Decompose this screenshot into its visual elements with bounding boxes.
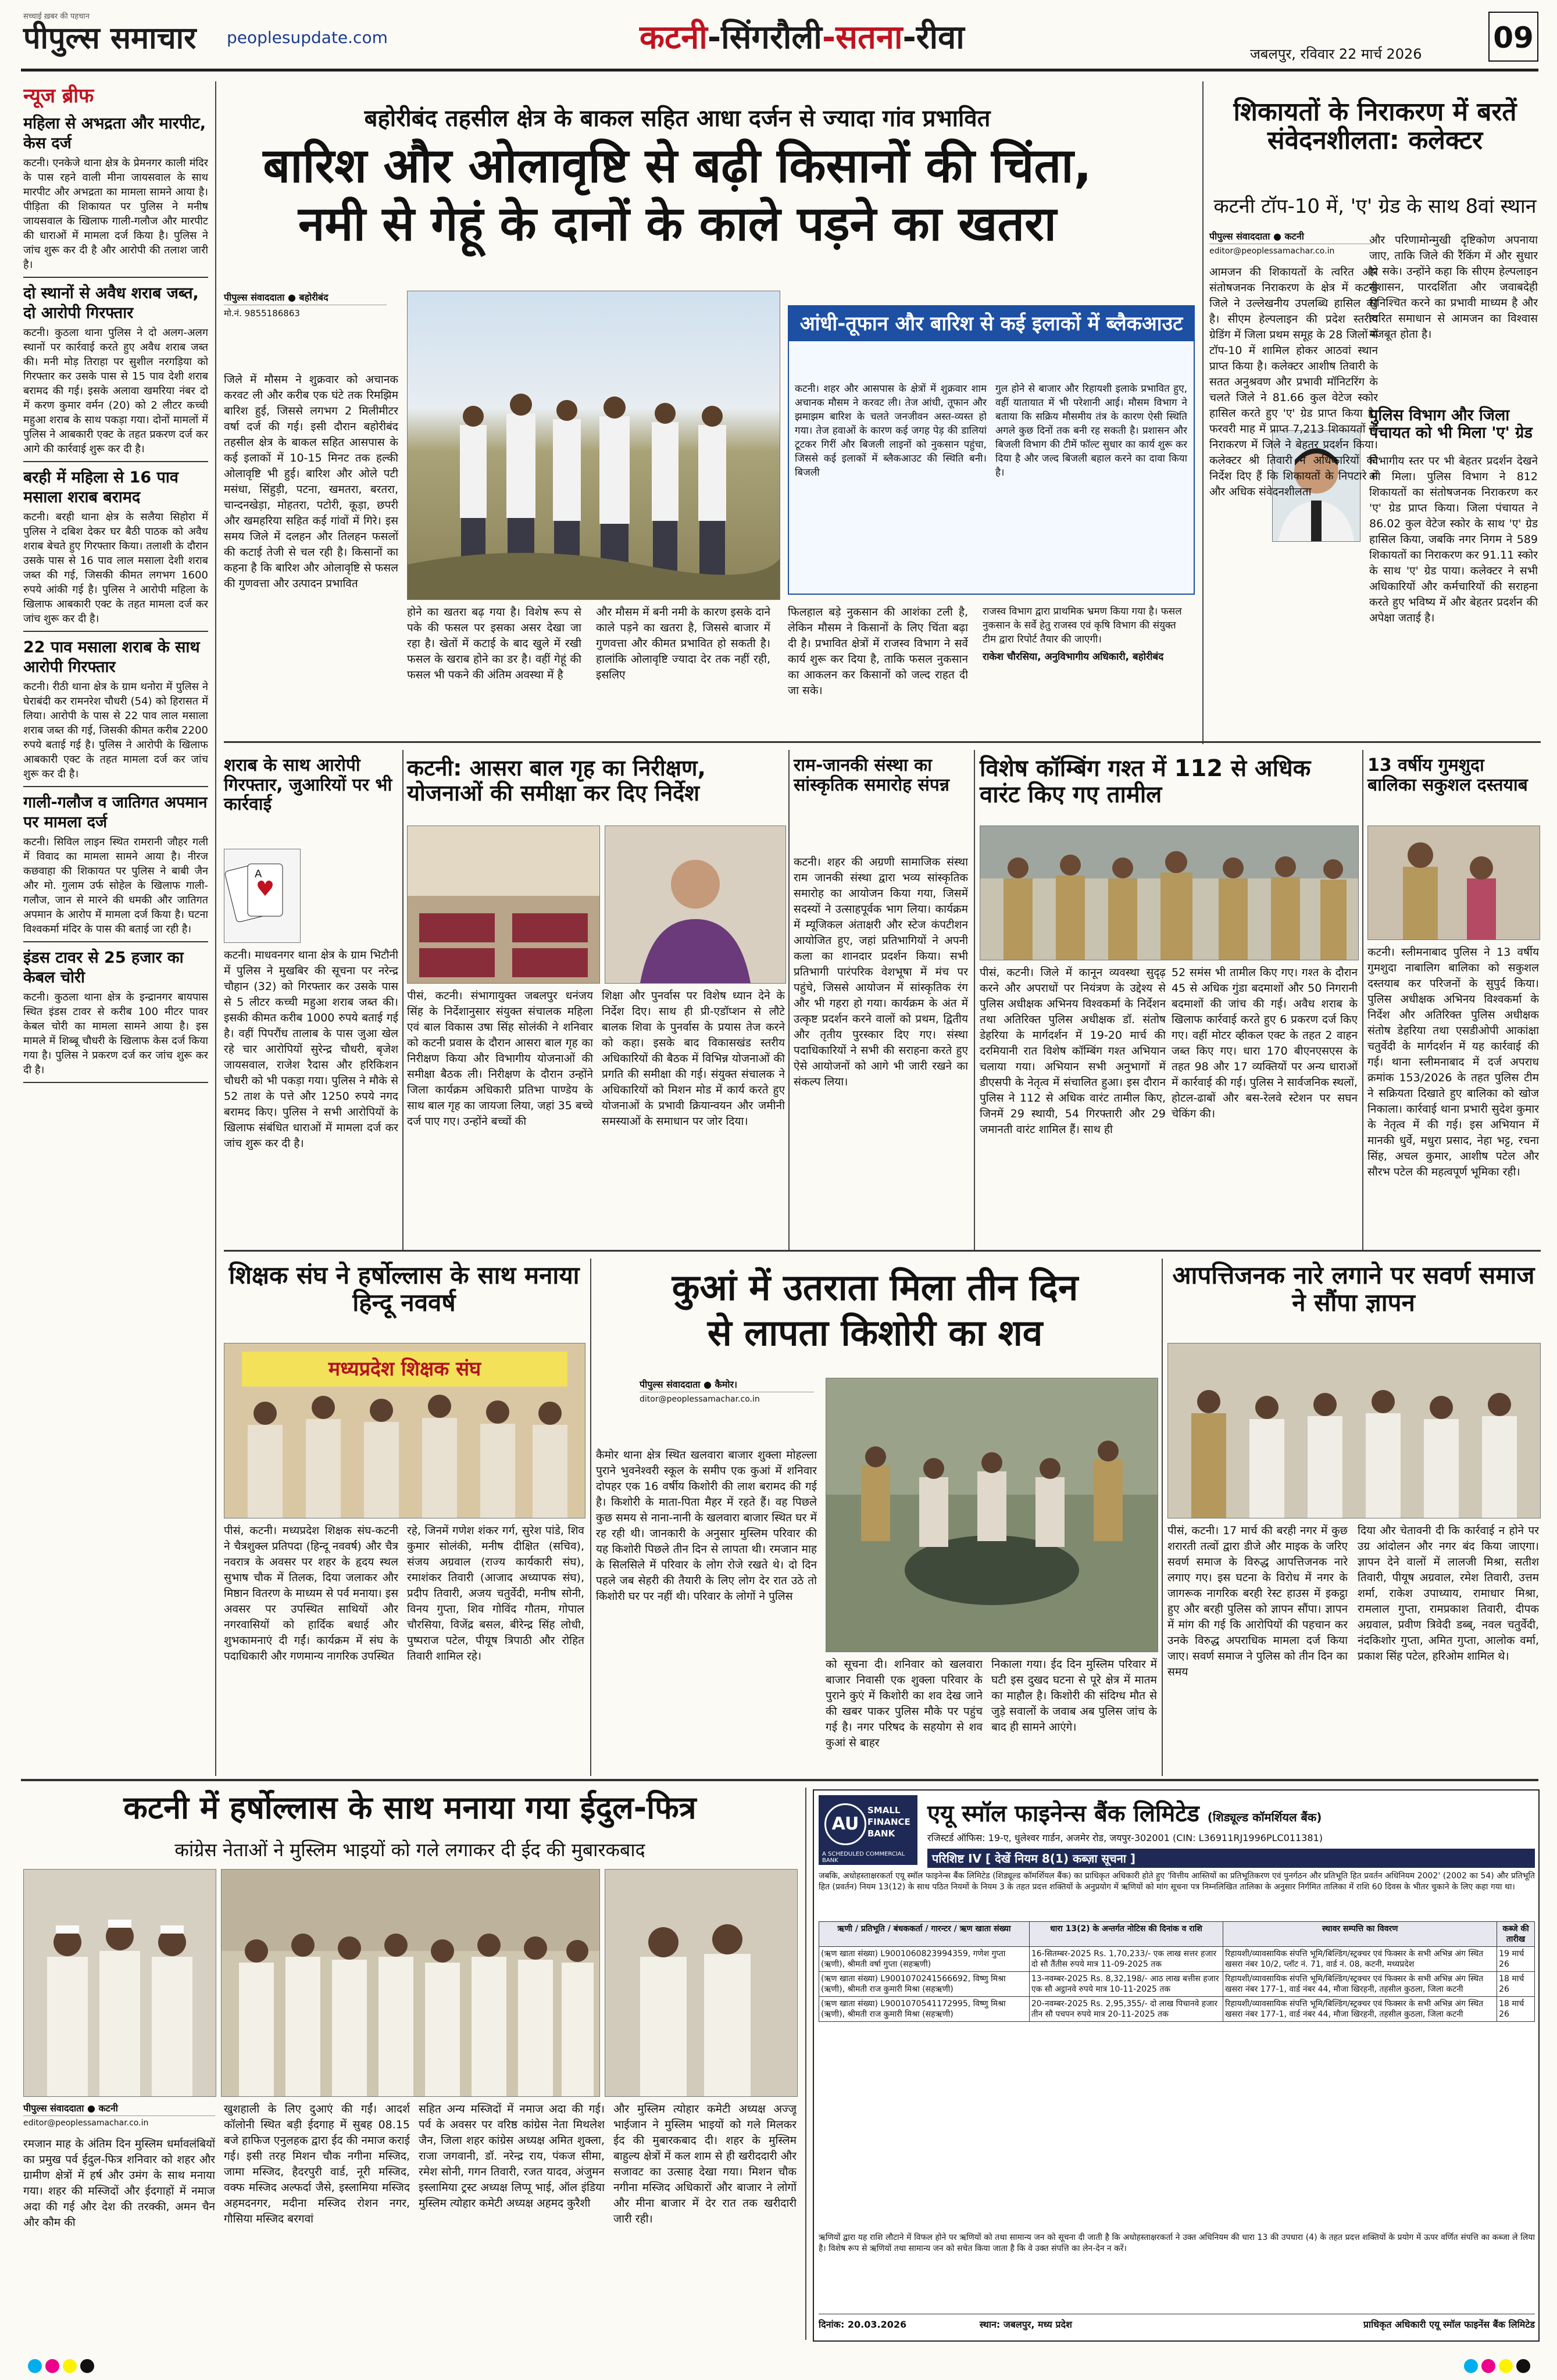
column-divider: [402, 750, 403, 1250]
well-col2: को सूचना दी। शनिवार को खलवारा बाजार निवासी एक शुक्ला परिवार के पुराने कुएं में किशोरी का शव देख जाने की खबर पाकर पुलिस मौके पर पहुंच गई है। नगर परिषद के सहयोग से शव कुआं से बाहर: [826, 1658, 983, 1749]
eid-headline: कटनी में हर्षोल्लास के साथ मनाया गया ईदुल-फित्र: [123, 1789, 697, 1826]
column-divider: [1362, 750, 1363, 1250]
police-team-photo: [980, 826, 1359, 960]
lead-body-col2: होने का खतरा बढ़ गया है। विशेष रूप से पके की फसल पर इसका असर देखा जा रहा है। खेतों में कटाई के बाद खुले में रखी फसल के खराब होने का डर है। वहीं गेहूं की फसल भी पकने की अंतिम अवस्था में है: [407, 606, 581, 681]
briefs-list: [23, 114, 208, 1083]
au-logo-tag: A SCHEDULED COMMERCIAL BANK: [822, 1851, 905, 1864]
notice-cell: (ऋण खाता संख्या) L9001070241566692, विष्णु मिश्रा (ऋणी), श्रीमती राज कुमारी मिश्रा (सहऋणी): [819, 1972, 1030, 1997]
blackout-col1: कटनी। शहर और आसपास के क्षेत्रों में शुक्रवार शाम अचानक मौसम ने करवट ली। तेज आंधी, तूफान और झमाझम बारिश के चलते जनजीवन अस्त-व्यस्त हो गया। तेज हवाओं के कारण कई जगह पेड़ की डालियां टूटकर गिरीं और बिजली लाइनों को नुकसान पहुंचा, जिससे कई इलाकों में ब्लैकआउट की स्थिति बनी। बिजली: [795, 383, 987, 478]
lead-headline-line2: नमी से गेहूं के दानों के काले पड़ने का खतरा: [298, 196, 1056, 252]
brief-title: बरही में महिला से 16 पाव मसाला शराब बरामद: [23, 469, 178, 506]
notice-footer: ऋणियों द्वारा यह राशि लौटाने में विफल होने पर ऋणियों को तथा सामान्य जन को सूचना दी जाती है कि अधोहस्ताक्षरकर्ता ने उक्त अधिनियम की धारा 13 की उपधारा (4) के तहत प्रदत्त शक्तियों के प्रयोग में ऊपर वर्णित संपत्ति का कब्जा ले लिया है। विशेष रूप से ऋणियों तथा सामान्य जन को सचेत किया जाता है कि वे उक्त संपत्ति का लेन-देन न करें।: [819, 2233, 1535, 2253]
column-divider: [974, 750, 975, 1250]
brief-separator: [23, 461, 208, 462]
city-satna: -सतना: [822, 19, 903, 56]
lead-byline: पीपुल्स संवाददाता ● बहोरीबंद: [224, 291, 387, 305]
notice-intro: जबकि, अधोहस्ताक्षरकर्ता एयू स्मॉल फाइनेन्स बैंक लिमिटेड (शिड्यूल्ड कॉमर्शियल बैंक) का प्राधिकृत अधिकारी होते हुए 'वित्तीय आस्तियों का प्रतिभूतिकरण एवं पुनर्गठन और प्रतिभूति हित प्रवर्तन अधिनियम 2002' (2002 का 54) और प्रतिभूति हित (प्रवर्तन) नियम 13(12) के साथ पठित नियमों के नियम 3 के तहत प्रदत्त शक्तियों के अनुप्रयोग में ऋणियों को मांग सूचना पत्र निम्नलिखित तालिका के अनुसार निर्गमित तालिका में राशि 60 दिवस के भीतर चुकाने के लिए कहा गया था।: [819, 1871, 1535, 1892]
registration-marks: [0, 2354, 1557, 2378]
notice-header-cell: स्थावर सम्पत्ति का विवरण: [1223, 1922, 1497, 1947]
combing-headline: विशेष कॉम्बिंग गश्त में 112 से अधिक वारंट किए गए तामील: [980, 755, 1311, 808]
eid-subhead: कांग्रेस नेताओं ने मुस्लिम भाइयों को गले लगाकर दी ईद की मुबारकबाद: [174, 1839, 645, 1861]
lead-phone: मो.नं. 9855186863: [224, 308, 300, 319]
column-divider: [805, 1788, 806, 2340]
lead-body-col1: जिले में मौसम ने शुक्रवार को अचानक करवट ली और करीब एक घंटे तक रिमझिम बारिश हुई, जिससे लगभग 2 मिलीमीटर वर्षा दर्ज की गई। इसी दौरान बहोरीबंद तहसील क्षेत्र के बाकल सहित आसपास के कई इलाकों में 10-15 मिनट तक हल्की ओलावृष्टि भी हुई। बारिश और ओले पटी मसंधा, सिंहुड़ी, पटना, खमतरा, बरतरा, चान्दनखेड़ा, मोहतरा, पटोरी, कूड़ा, छपरी और खमहरिया सहित कई गांवों में गिरे। इस समय जिले में दलहन और तिलहन फसलों की कटाई तेजी से चल रही है। किसानों का कहना है कि बारिश और ओलावृष्टि से फसल की गुणवत्ता और उत्पादन प्रभावित: [224, 373, 398, 590]
column-divider: [215, 81, 216, 1776]
notice-place: स्थान: जबलपुर, मध्य प्रदेश: [979, 2319, 1072, 2330]
shelter-headline: कटनी: आसरा बाल गृह का निरीक्षण, योजनाओं की समीक्षा कर दिए निर्देश: [407, 755, 706, 806]
column-divider: [788, 750, 790, 1250]
memorandum-photo: [1167, 1343, 1541, 1518]
eid-byline: पीपुल्स संवाददाता ● कटनी: [23, 2102, 215, 2116]
eid-col3: सहित अन्य मस्जिदों में नमाज अदा की गई। पर्व के अवसर पर वरिष्ठ कांग्रेस नेता मिथलेश जैन, जिला शहर कांग्रेस अध्यक्ष अमित शुक्ला, राजा जगवानी, डॉ. नरेन्द्र राय, पंकज सीमा, रमेश सोनी, गगन तिवारी, रजत यादव, अंजुमन इस्लामिया ट्रस्ट अध्यक्ष लिप्पू भाई, ऑल इंडिया मुस्लिम त्योहार कमेटी अध्यक्ष अहमद कुरैशी: [419, 2103, 605, 2210]
well-byline-box: [640, 1378, 814, 1404]
farmers-figures: [408, 291, 780, 599]
notice-cell: 16-सितम्बर-2025 Rs. 1,70,233/- एक लाख सत्तर हजार दो सौ तैंतीस रुपये मात्र 11-09-2025 तक: [1029, 1947, 1223, 1972]
playing-cards-image: [224, 849, 301, 943]
lead-body-col4: फिलहाल बड़े नुकसान की आशंका टली है, लेकिन मौसम ने किसानों के लिए चिंता बढ़ा दी है। प्रभावित क्षेत्रों में राजस्व विभाग ने सर्वे कार्य शुरू कर दिया है, ताकि फसल नुकसान का आकलन कर किसानों को जल्द राहत दी जा सके।: [788, 606, 968, 697]
gambling-body: कटनी। माधवनगर थाना क्षेत्र के ग्राम भिटौनी में पुलिस ने मुखबिर की सूचना पर नरेन्द्र चौहान (32) को गिरफ्तार कर उसके पास से 5 लीटर कच्ची महुआ शराब जब्त की। इसकी कीमत करीब 1000 रुपये बताई गई है। वहीं पिपरौंध तालाब के पास जुआ खेल रहे चार आरोपियों सुरेन्द्र चौधरी, बृजेश जायसवाल, राजेश रैदास और हरिकिशन चौधरी को भी पकड़ा गया। पुलिस ने मौके से 52 ताश के पत्ते और 1250 रुपये नगद बरामद किए। पुलिस ने सभी आरोपियों के खिलाफ संबंधित धाराओं में मामला दर्ज कर जांच शुरू कर दी है।: [224, 949, 398, 1150]
brief-title: महिला से अभद्रता और मारपीट, केस दर्ज: [23, 115, 206, 152]
notice-cell: (ऋण खाता संख्या) L9001070541172995, विष्णु मिश्रा (ऋणी), श्रीमती राज कुमारी मिश्रा (सहऋणी): [819, 1997, 1030, 2022]
sdm-quote-box: [983, 605, 1192, 727]
notice-cell: रिहायशी/व्यावसायिक संपत्ति भूमि/बिल्डिंग/स्ट्रक्चर एवं फिक्सर के सभी अभिन्न अंग स्थित खसरा नंबर 177-1, वार्ड नंबर 44, मौजा खिरहनी, तहसील कुठला, जिला कटनी: [1223, 1972, 1497, 1997]
notice-table-header: [819, 1922, 1535, 1947]
table-row: [819, 1997, 1535, 2022]
complaints-subhead: कटनी टॉप-10 में, 'ए' ग्रेड के साथ 8वां स्थान: [1213, 195, 1537, 218]
city-rewa: -रीवा: [902, 19, 965, 56]
dateline: जबलपुर, रविवार 22 मार्च 2026: [1250, 46, 1422, 62]
brief-title: दो स्थानों से अवैध शराब जब्त, दो आरोपी गिरफ्तार: [23, 284, 199, 322]
notice-cell: 18 मार्च 26: [1497, 1972, 1535, 1997]
column-divider: [1202, 81, 1204, 744]
notice-bank-title: [927, 1796, 1535, 1828]
bank-name: एयू स्मॉल फाइनेन्स बैंक लिमिटेड: [927, 1800, 1199, 1827]
section-rule: [224, 741, 1541, 743]
au-logo-word-finance: FINANCE: [867, 1817, 910, 1827]
complaints-col1: आमजन की शिकायतों के त्वरित और संतोषजनक निराकरण के क्षेत्र में कटनी जिले ने उल्लेखनीय उपलब्धि हासिल की है। सीएम हेल्पलाइन की प्रदेश स्तरीय ग्रेडिंग में जिला प्रथम समूह के 28 जिलों में टॉप-10 में शामिल होकर आठवां स्थान प्राप्त किया है। कलेक्टर आशीष तिवारी के सतत अनुश्रवण और प्रभावी मॉनिटरिंग के चलते जिले ने 81.66 कुल वेटेज स्कोर हासिल करते हुए 'ए' ग्रेड प्राप्त किया है। फरवरी माह में प्राप्त 7,213 शिकायतों के निराकरण में जिले ने बेहतर प्रदर्शन किया। कलेक्टर श्री तिवारी ने अधिकारियों को निर्देश दिए हैं कि शिकायतों के निपटारे में और अधिक संवेदनशीलता: [1209, 266, 1378, 498]
well-col1: कैमोर थाना क्षेत्र स्थित खलवारा बाजार शुक्ला मोहल्ला पुराने भुवनेश्वरी स्कूल के समीप एक कुआं में शनिवार दोपहर एक 16 वर्षीय किशोरी की लाश बरामद की गई है। किशोरी के माता-पिता मैहर में रहते हैं। वह पिछले कुछ समय से नाना-नानी के खलवारा बाजार स्थित घर में रह रही थी। जानकारी के अनुसार मुस्लिम परिवार की यह किशोरी पिछले तीन दिन से लापता थी। रमजान माह के सिलसिले में परिवार के लोग रोजे रखते थे। दो दिन पहले जब सेहरी की तैयारी के लिए लोग देर रात उठे तो किशोरी घर पर नहीं थी। परिवार के लोगों ने पुलिस: [596, 1449, 817, 1603]
well-scene-photo: [826, 1378, 1158, 1652]
teachers-col1: पीसं, कटनी। मध्यप्रदेश शिक्षक संघ-कटनी ने चैत्रशुक्ल प्रतिपदा (हिन्दू नववर्ष) और चैत्र नवरात्र के अवसर पर शहर के हृदय स्थल सुभाष चौक में तिलक, दिया जलाकर और मिष्ठान वितरण के माध्यम से पर्व मनाया। इस अवसर पर उपस्थित साथियों और नगरवासियों को हार्दिक बधाई और शुभकामनाएं दी गईं। कार्यक्रम में संघ के पदाधिकारी और गणमान्य नागरिक उपस्थित: [224, 1524, 398, 1663]
ramjanki-headline: राम-जानकी संस्था का सांस्कृतिक समारोह संपन्न: [794, 755, 949, 795]
notice-cell: रिहायशी/व्यावसायिक संपत्ति भूमि/बिल्डिंग/स्ट्रक्चर एवं फिक्सर के सभी अभिन्न अंग स्थित खसरा नंबर 177-1, वार्ड नंबर 44, मौजा खिरहनी, तहसील कुठला, जिला कटनी: [1223, 1997, 1497, 2022]
website[interactable]: peoplesupdate.com: [227, 28, 388, 47]
brief-separator: [23, 631, 208, 632]
eid-photo-center: [221, 1869, 600, 2097]
brief-title: 22 पाव मसाला शराब के साथ आरोपी गिरफ्तार: [23, 638, 200, 676]
au-logo-mark: AU: [824, 1803, 866, 1845]
section-rule: [21, 1779, 1538, 1781]
table-row: [819, 1972, 1535, 1997]
section-rule: [224, 1250, 1541, 1252]
notice-date: दिनांक: 20.03.2026: [819, 2319, 907, 2330]
teachers-col2: रहे, जिनमें गणेश शंकर गर्ग, सुरेश पांडे, शिव कुमार सोलंकी, मनीष दीक्षित (सचिव), संजय अग्रवाल (राज्य कार्यकारी संघ), रमाशंकर तिवारी (आजाद अध्यापक संघ), प्रदीप तिवारी, अजय चतुर्वेदी, मनीष सोनी, विनय गुप्ता, शिव गोविंद गौतम, गोपाल चौरसिया, विजेंद्र बसल, बीरेन्द्र सिंह लोधी, पुष्पराज पटेल, पीयूष त्रिपाठी और रोहित तिवारी शामिल रहे।: [407, 1524, 584, 1663]
eid-col2: खुशहाली के लिए दुआएं की गईं। आदर्श कॉलोनी स्थित बड़ी ईदगाह में सुबह 08.15 बजे हाफिज एनुलहक द्वारा ईद की नमाज कराई गई। इसी तरह मिशन चौक नगीना मस्जिद, जामा मस्जिद, हैदरपुरी वार्ड, नूरी मस्जिद, वक्फ मस्जिद अल्फर्दा जैसे, इस्लामिया मस्जिद अहमदनगर, मदीना मस्जिद रोशन नगर, गौसिया मस्जिद बरगवां: [224, 2103, 410, 2225]
beds-figure: [408, 826, 599, 983]
shelter-officer-photo: [605, 826, 786, 984]
slogan-col1: पीसं, कटनी। 17 मार्च की बरही नगर में कुछ शरारती तत्वों द्वारा डीजे और माइक के जरिए सवर्ण समाज के विरुद्ध आपत्तिजनक नारे लगाए गए। इस घटना के विरोध में नगर के जागरूक नागरिक बरही रेस्ट हाउस में इकट्ठा हुए और बरही पुलिस को ज्ञापन सौंपा। ज्ञापन में मांग की गई कि आरोपियों की पहचान कर उनके विरुद्ध अपराधिक मामला दर्ज किया जाए। सवर्ण समाज ने पुलिस को तीन दिन का समय: [1167, 1524, 1348, 1678]
shelter-dorm-photo: [407, 826, 600, 984]
missing-girl-body: कटनी। स्लीमनाबाद पुलिस ने 13 वर्षीय गुमशुदा नाबालिग बालिका को सकुशल दस्तयाब कर परिजनों के सुपुर्द किया। पुलिस अधीक्षक अभिनय विश्वकर्मा के निर्देश और अतिरिक्त पुलिस अधीक्षक संतोष डेहरिया तथा एसडीओपी आकांक्षा चतुर्वेदी के मार्गदर्शन में यह कार्रवाई की गई। थाना स्लीमनाबाद में दर्ज अपराध क्रमांक 153/2026 के तहत पुलिस टीम ने सक्रियता दिखाते हुए बालिका को खोज निकाला। कार्रवाई थाना प्रभारी सुदेश कुमार के नेतृत्व में की गई। इस अभियान में मानकी धुर्वे, मधुरा प्रसाद, नेहा भट्ट, रचना सिंह, अचल कुमार, आशीष पटेल और सौरभ पटेल की महत्वपूर्ण भूमिका रही।: [1367, 946, 1539, 1178]
print-color-bar: [0, 2354, 1557, 2378]
lead-kicker: बहोरीबंद तहसील क्षेत्र के बाकल सहित आधा दर्जन से ज्यादा गांव प्रभावित: [364, 105, 991, 132]
well-headline-line1: कुआं में उतराता मिला तीन दिन: [672, 1266, 1079, 1309]
notice-header-cell: ऋणी / प्रतिभूति / बंधककर्ता / गारन्टर / ऋण खाता संख्या: [819, 1922, 1030, 1947]
au-bank-logo: [819, 1795, 917, 1865]
teachers-headline: शिक्षक संघ ने हर्षोल्लास के साथ मनाया हिन्दू नववर्ष: [228, 1261, 580, 1317]
lead-byline-box: [224, 291, 387, 319]
news-briefs-label: न्यूज ब्रीफ: [23, 84, 94, 108]
lead-headline-line1: बारिश और ओलावृष्टि से बढ़ी किसानों की चिंता,: [263, 138, 1092, 194]
notice-office: रजिस्टर्ड ऑफिस: 19-ए, धुलेश्वर गार्डन, अजमेर रोड, जयपुर-302001 (CIN: L36911RJ1996PLC011381): [927, 1832, 1323, 1843]
eid-photo-left: [23, 1869, 216, 2097]
notice-header-cell: कब्जे की तारीख: [1497, 1922, 1535, 1947]
well-headline-line2: से लापता किशोरी का शव: [707, 1311, 1043, 1354]
farmers-field-photo: [407, 291, 780, 600]
notice-table-wrap: [819, 1921, 1535, 2022]
sdm-quote: राजस्व विभाग द्वारा प्राथमिक भ्रमण किया गया है। फसल नुकसान के सर्वे हेतु राजस्व एवं कृषि विभाग की संयुक्त टीम द्वारा रिपोर्ट तैयार की जाएगी।: [983, 606, 1182, 645]
notice-header-cell: धारा 13(2) के अन्तर्गत नोटिस की दिनांक व राशि: [1029, 1922, 1223, 1947]
city-katni: कटनी: [640, 19, 708, 56]
police-and-girl-figure: [1368, 826, 1540, 939]
complaints-headline: शिकायतों के निराकरण में बरतें संवेदनशीलता: कलेक्टर: [1233, 97, 1517, 156]
notice-cell: 18 मार्च 26: [1497, 1997, 1535, 2022]
bank-possession-notice: [813, 1789, 1540, 2342]
bank-suffix: (शिड्यूल्ड कॉमर्शियल बैंक): [1207, 1810, 1322, 1824]
svg-text:♥: ♥: [255, 877, 275, 901]
news-briefs-column: [23, 81, 208, 1776]
notice-signatory: प्राधिकृत अधिकारी एयू स्मॉल फाइनेंस बैंक लिमिटेड: [1363, 2319, 1535, 2330]
sdm-quote-author: राकेश चौरसिया, अनुविभागीय अधिकारी, बहोरीबंद: [983, 651, 1164, 663]
missing-girl-headline: 13 वर्षीय गुमशुदा बालिका सकुशल दस्तयाब: [1367, 755, 1528, 795]
eid-photo-right: [605, 1869, 798, 2097]
lead-body-col3: और मौसम में बनी नमी के कारण इसके दाने काले पड़ने का खतरा है, जिससे बाजार में गुणवत्ता और कीमत प्रभावित हो सकती है। हालांकि ओलावृष्टि ज्यादा देर तक नहीं रही, इसलिए: [596, 606, 770, 681]
notice-table: [819, 1921, 1535, 2022]
brief-separator: [23, 277, 208, 278]
newspaper-tagline: सच्चाई ख़बर की पहचान: [23, 12, 90, 21]
well-email[interactable]: ditor@peoplessamachar.co.in: [640, 1395, 760, 1404]
notice-cell: 20-नवम्बर-2025 Rs. 2,95,355/- दो लाख पिचानवे हजार तीन सौ पचपन रुपये मात्र 20-11-2025 तक: [1029, 1997, 1223, 2022]
shelter-col2: शिक्षा और पुनर्वास पर विशेष ध्यान देने के निर्देश दिए। साथ ही प्री-एडॉप्शन से लौटे बालक शिवा के पुनर्वास के प्रयास तेज करने को कहा। इसके बाद विकासखंड स्तरीय अधिकारियों की बैठक में विभिन्न योजनाओं की प्रगति की समीक्षा की गई। संयुक्त संचालक ने अधिकारियों को मिशन मोड में कार्य करते हुए योजनाओं के प्रभावी क्रियान्वयन और जमीनी समस्याओं के समाधान पर जोर दिया।: [602, 989, 785, 1128]
police-grade-subhead: पुलिस विभाग और जिला पंचायत को भी मिला 'ए' ग्रेड: [1369, 406, 1533, 442]
au-logo-words: [867, 1804, 910, 1839]
complaints-col2: और परिणामोन्मुखी दृष्टिकोण अपनाया जाए, ताकि जिले की रैंकिंग में और सुधार हो सके। उन्होंने कहा कि सीएम हेल्पलाइन सुशासन, पारदर्शिता और जवाबदेही सुनिश्चित करने का प्रभावी माध्यम है और त्वरित समाधान से आमजन का विश्वास मजबूत होता है।: [1369, 234, 1538, 341]
police-grade-body: विभागीय स्तर पर भी बेहतर प्रदर्शन देखने को मिला। पुलिस विभाग ने 812 शिकायतों का संतोषजनक निराकरण कर 'ए' ग्रेड प्राप्त किया। जिला पंचायत ने 86.02 कुल वेटेज स्कोर के साथ 'ए' ग्रेड हासिल किया, जबकि नगर निगम ने 589 शिकायतों का निराकरण कर 91.11 स्कोर के साथ 'ए' ग्रेड पाया। कलेक्टर ने सभी अधिकारियों और कर्मचारियों की सराहना करते हुए भविष्य में और बेहतर प्रदर्शन की अपेक्षा जताई है।: [1369, 455, 1538, 624]
eid-leaders-figure: [222, 1870, 599, 2096]
notice-cell: 19 मार्च 26: [1497, 1947, 1535, 1972]
blackout-headline: आंधी-तूफान और बारिश से कई इलाकों में ब्लैकआउट: [789, 306, 1194, 341]
complaints-email[interactable]: editor@peoplessamachar.co.in: [1209, 246, 1335, 256]
table-row: [819, 1947, 1535, 1972]
shelter-col1: पीसं, कटनी। संभागायुक्त जबलपुर धनंजय सिंह के निर्देशानुसार संयुक्त संचालक महिला एवं बाल विकास उषा सिंह सोलंकी ने शनिवार को कटनी प्रवास के दौरान आसरा बाल गृह का निरीक्षण किया और विभागीय योजनाओं की समीक्षा बैठक ली। निरीक्षण के दौरान उन्होंने जिला कार्यक्रम अधिकारी प्रतिभा पाण्डेय के साथ बाल गृह का जायजा लिया, जहां 35 बच्चे दर्ज पाए गए। उन्होंने बच्चों की: [407, 989, 593, 1128]
eid-email[interactable]: editor@peoplessamachar.co.in: [23, 2118, 149, 2128]
brief-body: कटनी। कुठला थाना क्षेत्र के इन्द्रानगर बायपास स्थित इंडस टावर से करीब 100 मीटर पावर केबल चोरी का मामला सामने आया है। इस मामले में शिब्बू चौधरी के खिलाफ केस दर्ज किया गया है। पुलिस ने प्रकरण दर्ज कर जांच शुरू कर दी है।: [23, 991, 208, 1076]
svg-text:A: A: [255, 868, 262, 880]
eid-greeting-figure: [24, 1870, 216, 2096]
gambling-headline: शराब के साथ आरोपी गिरफ्तार, जुआरियों पर भी कार्रवाई: [224, 755, 392, 815]
newspaper-logo: पीपुल्स समाचार: [23, 21, 197, 56]
police-figures: [980, 826, 1358, 960]
well-byline: पीपुल्स संवाददाता ● कैमोर।: [640, 1378, 814, 1392]
brief-title: इंडस टावर से 25 हजार का केबल चोरी: [23, 949, 184, 987]
slogan-col2: दिया और चेतावनी दी कि कार्रवाई न होने पर उग्र आंदोलन और नगर बंद किया जाएगा। ज्ञापन देने वालों में लालजी मिश्रा, सतीश तिवारी, पीयूष अग्रवाल, रमेश तिवारी, उत्तम शर्मा, राकेश उपाध्याय, रामाधार मिश्रा, रामलाल गुप्ता, रामप्रकाश तिवारी, दीपक अग्रवाल, प्रवीण त्रिवेदी डब्ब्, नवल चतुर्वेदी, नंदकिशोर गुप्ता, अमित गुप्ता, आलोक वर्मा, प्रकाश सिंह पटेल, हरिओम शामिल थे।: [1358, 1524, 1539, 1663]
memorandum-group-figure: [1168, 1343, 1540, 1518]
eid-byline-box: [23, 2102, 215, 2128]
well-col3: निकाला गया। ईद दिन मुस्लिम परिवार में घटी इस दुखद घटना से पूरे क्षेत्र में मातम का माहौल है। किशोरी की संदिग्ध मौत से जुड़े सवालों के जवाब अब पुलिस जांच के बाद ही सामने आएंगे।: [991, 1658, 1157, 1734]
brief-body: कटनी। रीठी थाना क्षेत्र के ग्राम थनोरा में पुलिस ने घेराबंदी कर रामनरेश चौधरी (54) को हिरासत में लिया। आरोपी के पास से 22 पाव लाल मसाला शराब जब्त की गई, जिसकी कीमत करीब 2200 रुपये बताई गई है। पुलिस ने आरोपी के खिलाफ आबकारी एक्ट के तहत मामला दर्ज कर जांच शुरू कर दी है।: [23, 681, 208, 780]
complaints-byline-box: [1209, 230, 1372, 256]
page-number: 09: [1488, 12, 1538, 62]
column-divider: [590, 1259, 591, 1776]
teachers-banner: मध्यप्रदेश शिक्षक संघ: [242, 1352, 567, 1386]
ramjanki-body: कटनी। शहर की अग्रणी सामाजिक संस्था राम जानकी संस्था द्वारा भव्य सांस्कृतिक समारोह का आयोजन किया गया, जिसमें सदस्यों ने उत्साहपूर्वक भाग लिया। कार्यक्रम में म्यूजिकल अंताक्षरी और स्टेज कंपटीशन आयोजित हुए, जहां प्रतिभागियों ने अपनी कला का शानदार प्रदर्शन किया। सभी प्रतिभागी पारंपरिक वेशभूषा में मंच पर पहुंचे, जिससे आयोजन में सांस्कृतिक रंग और भी गहरा हो गया। कार्यक्रम के अंत में उत्कृष्ट प्रदर्शन करने वालों को प्रथम, द्वितीय और तृतीय पुरस्कार दिए गए। संस्था पदाधिकारियों ने सभी की सराहना करते हुए ऐसे आयोजनों को आगे भी जारी रखने का संकल्प लिया।: [794, 856, 968, 1088]
brief-body: कटनी। बरही थाना क्षेत्र के सलैया सिहोरा में पुलिस ने दबिश देकर घर बैठी पाठक को अवैध शराब बेचते हुए गिरफ्तार किया। तलाशी के दौरान उसके पास से 16 पाव लाल मसाला देशी शराब जब्त की गई, जिसकी कीमत लगभग 1600 रुपये आंकी गई है। पुलिस ने आरोपी महिला के खिलाफ आबकारी एक्ट के तहत मामला दर्ज कर जांच शुरू कर दी है।: [23, 511, 208, 625]
au-logo-word-bank: BANK: [867, 1828, 895, 1839]
notice-table-body: [819, 1947, 1535, 2022]
brief-title: गाली-गलौज व जातिगत अपमान पर मामला दर्ज: [23, 794, 208, 831]
eid-col4: और मुस्लिम त्योहार कमेटी अध्यक्ष अज्जू भाईजान ने मुस्लिम भाइयों को गले मिलकर ईद की मुबारकबाद दी। शहर के मुस्लिम बाहुल्य क्षेत्रों में कल शाम से ही खरीददारी और सजावट का उत्साह देखा गया। मिशन चौक नगीना मस्जिद अधिकारों और बाजार ने लोगों और मीना बाजार में देर रात तक खरीदारी जारी रही।: [613, 2103, 797, 2225]
missing-girl-photo: [1367, 826, 1540, 940]
eid-col1: रमजान माह के अंतिम दिन मुस्लिम धर्मावलंबियों का प्रमुख पर्व ईदुल-फित्र शनिवार को शहर और ग्रामीण क्षेत्रों में हर्ष और उमंग के साथ मनाया गया। शहर की मस्जिदों और ईदगाहों में नमाज अदा की गई और देश की तरक्की, अमन चैन और कौम की: [23, 2138, 215, 2229]
city-singrauli: -सिंगरौली: [707, 19, 822, 56]
combing-col1: पीसं, कटनी। जिले में कानून व्यवस्था सुदृढ़ करने और अपराधों पर नियंत्रण के उद्देश्य से पुलिस अधीक्षक अभिनय विश्वकर्मा के निर्देशन तथा अतिरिक्त पुलिस अधीक्षक डॉ. संतोष डेहरिया के मार्गदर्शन में 19-20 मार्च की दरमियानी रात विशेष कॉम्बिंग गश्त अभियान चलाया गया। अभियान सभी अनुभागों में डीएसपी के नेतृत्व में संचालित हुआ। इस दौरान पुलिस ने 112 से अधिक वारंट तामील किए, जिनमें 29 स्थायी, 54 गिरफ्तारी और 29 जमानती वारंट शामिल हैं। साथ ही: [980, 966, 1166, 1136]
eid-embrace-figure: [605, 1870, 797, 2096]
masthead-rule: [21, 69, 1538, 72]
brief-separator: [23, 786, 208, 787]
brief-body: कटनी। कुठला थाना पुलिस ने दो अलग-अलग स्थानों पर कार्रवाई करते हुए अवैध शराब जब्त की। मनी मोड़ तिराहा पर सुशील नरगड़िया को गिरफ्तार कर उसके पास से 15 पाव देशी शराब बरामद की गई। इसके अलावा खमरिया नंबर दो में करण कुमार वर्मन (20) को 2 लीटर कच्ची महुआ शराब के साथ पकड़ा गया। दोनों मामलों में पुलिस ने आबकारी एक्ट के तहत प्रकरण दर्ज कर आगे की कार्रवाई शुरू कर दी है।: [23, 327, 208, 455]
brief-body: कटनी। सिविल लाइन स्थित रामरानी जौहर गली में विवाद का मामला सामने आया है। नीरज कछवाहा की शिकायत पर पुलिस ने बाबी जैन और मो. गुलाम उर्फ सोहेल के खिलाफ गाली-गलौज, जान से मारने की धमकी और जातिगत अपमान के आरोप में मामला दर्ज किया है। घटना विश्वकर्मा मंदिर के पास की बताई जा रही है।: [23, 836, 208, 935]
well-crowd-figure: [826, 1378, 1158, 1652]
notice-cell: 13-नवम्बर-2025 Rs. 8,32,198/- आठ लाख बत्तीस हजार एक सौ अट्ठानवे रुपये मात्र 10-11-2025 तक: [1029, 1972, 1223, 1997]
notice-sign-row: [819, 2314, 1535, 2331]
notice-cell: (ऋण खाता संख्या) L9001060823994359, गणेश गुप्ता (ऋणी), श्रीमती वर्षा गुप्ता (सहऋणी): [819, 1947, 1030, 1972]
complaints-byline: पीपुल्स संवाददाता ● कटनी: [1209, 230, 1372, 244]
column-divider: [1162, 1259, 1163, 1776]
masthead: [0, 0, 1557, 70]
notice-cell: रिहायशी/व्यावसायिक संपत्ति भूमि/बिल्डिंग/स्ट्रक्चर एवं फिक्सर के सभी अभिन्न अंग स्थित खसरा नंबर 10/2, प्लॉट नं. 71, वार्ड नं. 08, कटनी, मध्यप्रदेश: [1223, 1947, 1497, 1972]
blackout-col2: गुल होने से बाजार और रिहायशी इलाके प्रभावित हुए, वहीं यातायात में भी परेशानी आई। मौसम विभाग ने बताया कि सक्रिय मौसमीय तंत्र के कारण ऐसी स्थिति अगले कुछ दिनों तक बनी रह सकती है। प्रशासन और बिजली विभाग की टीमें फॉल्ट सुधार का कार्य शुरू कर दिया है और जल्द बिजली बहाल करने का दावा किया है।: [995, 383, 1187, 478]
notice-appendix: परिशिष्ट IV [ देखें नियम 8(1) कब्ज़ा सूचना ]: [927, 1849, 1535, 1868]
teachers-celebration-photo: [224, 1343, 585, 1518]
brief-body: कटनी। एनकेजे थाना क्षेत्र के प्रेमनगर काली मंदिर के पास रहने वाली मीना जायसवाल के साथ मारपीट और अभद्रता का मामला सामने आया है। पीड़िता की शिकायत पर पुलिस ने मनीष जायसवाल के खिलाफ गाली-गलौज और मारपीट की धाराओं में मामला दर्ज किया है। पुलिस ने जांच शुरू कर दी है और आरोपी की तलाश जारी है।: [23, 157, 208, 271]
edition-cities: [640, 14, 965, 58]
blackout-box: [788, 305, 1195, 595]
au-logo-word-small: SMALL: [867, 1805, 901, 1816]
cards-icon: [224, 849, 300, 942]
slogan-headline: आपत्तिजनक नारे लगाने पर सवर्ण समाज ने सौंपा ज्ञापन: [1172, 1261, 1535, 1317]
brief-separator: [23, 941, 208, 942]
combing-col2: 52 समंस भी तामील किए गए। गश्त के दौरान 45 से अधिक गुंडा बदमाशों और 50 निगरानी बदमाशों की जांच की गई। अवैध शराब के खिलाफ कार्रवाई करते हुए 6 प्रकरण दर्ज किए गए। वहीं मोटर व्हीकल एक्ट के तहत 2 वाहन जब्त किए गए। धारा 170 बीएनएसएस के तहत 98 और 17 व्यक्तियों पर अन्य धाराओं में कार्रवाई की गई। पुलिस ने सार्वजनिक स्थलों, होटल-ढाबों और बस-रेलवे स्टेशन पर सघन चेकिंग की।: [1172, 966, 1358, 1120]
brief-separator: [23, 1082, 208, 1083]
officer-figure: [605, 826, 785, 983]
